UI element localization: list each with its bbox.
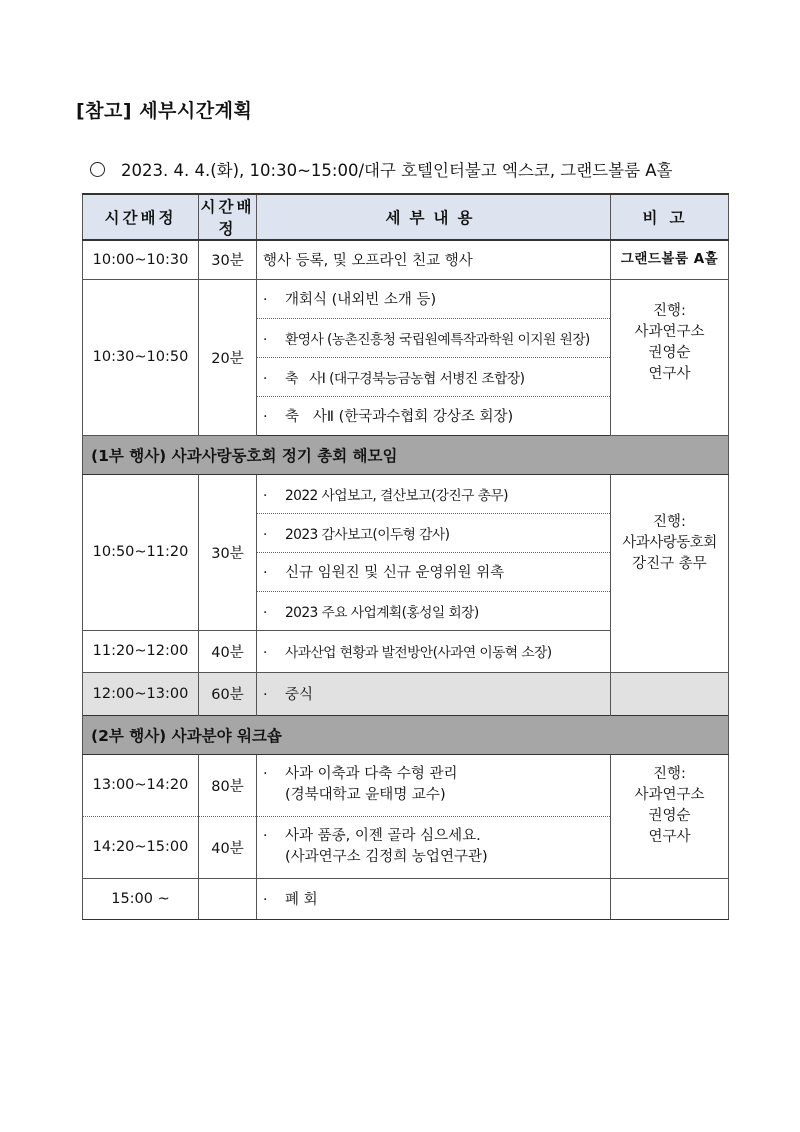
item-subtext: (경북대학교 윤태명 교수)	[285, 787, 446, 803]
content-cell	[257, 513, 611, 552]
table-row	[83, 878, 729, 919]
time-cell: 14:20~15:00	[83, 816, 199, 878]
bullet: ·	[263, 565, 268, 581]
schedule-table	[82, 193, 729, 920]
item-text: 2022 사업보고, 결산보고(강진구 총무)	[285, 487, 508, 504]
bullet: ·	[263, 766, 268, 782]
header-time: 시간배정	[83, 194, 199, 240]
note-line: 진행:	[653, 513, 686, 530]
item-text: 신규 임원진 및 신규 운영위원 위촉	[285, 565, 505, 581]
item-text: 개회식 (내외빈 소개 등)	[285, 292, 437, 308]
bullet: ·	[263, 828, 268, 844]
bullet: ·	[263, 487, 267, 504]
bullet: ·	[263, 409, 268, 425]
page-title: [참고] 세부시간계획	[76, 100, 253, 122]
section-row	[83, 715, 729, 754]
note-line: 연구사	[648, 829, 691, 845]
bullet: ·	[263, 292, 268, 308]
content-cell	[257, 878, 611, 919]
content-cell	[257, 396, 611, 435]
circle-bullet-icon	[90, 162, 105, 177]
duration-cell: 60분	[199, 672, 257, 715]
item-text: 환영사 (농촌진흥청 국립원예특작과학원 이지원 원장)	[285, 331, 590, 348]
header-duration: 시간배정	[199, 194, 257, 240]
time-cell: 10:50~11:20	[83, 474, 199, 630]
content-cell	[257, 591, 611, 630]
table-row	[83, 279, 729, 318]
time-cell: 12:00~13:00	[83, 672, 199, 715]
item-subtext: (사과연구소 김정희 농업연구관)	[285, 849, 488, 865]
content-cell	[257, 630, 611, 672]
duration-cell: 40분	[199, 630, 257, 672]
duration-cell: 80분	[199, 754, 257, 816]
duration-cell: 30분	[199, 240, 257, 279]
duration-cell: 30분	[199, 474, 257, 630]
content-cell	[257, 357, 611, 396]
content-cell	[257, 474, 611, 513]
section-row	[83, 435, 729, 474]
note-line: 진행:	[653, 303, 686, 319]
header-note: 비고	[611, 194, 729, 240]
duration-cell	[199, 878, 257, 919]
item-text: 축 사Ⅱ (한국과수협회 강상조 회장)	[285, 409, 514, 425]
bullet: ·	[263, 604, 267, 621]
content-cell	[257, 279, 611, 318]
note-line: 진행:	[653, 766, 686, 782]
time-cell: 10:30~10:50	[83, 279, 199, 435]
note-cell	[611, 754, 729, 878]
content-cell	[257, 672, 611, 715]
bullet: ·	[263, 526, 267, 543]
item-text: 사과 이축과 다축 수형 관리	[285, 766, 458, 782]
table-row	[83, 474, 729, 513]
note-cell	[611, 672, 729, 715]
table-header-row	[83, 194, 729, 240]
event-summary	[90, 157, 672, 181]
bullet: ·	[263, 687, 268, 703]
header-content: 세부내용	[257, 194, 611, 240]
duration-cell: 40분	[199, 816, 257, 878]
item-text: 2023 감사보고(이두형 감사)	[285, 526, 450, 543]
content-cell	[257, 318, 611, 357]
note-cell	[611, 279, 729, 435]
table-row	[83, 240, 729, 279]
item-text: 2023 주요 사업계획(홍성일 회장)	[285, 604, 479, 621]
note-line: 사과사랑동호회	[622, 534, 717, 551]
item-text: 폐 회	[285, 892, 318, 908]
item-text: 중식	[285, 687, 314, 703]
note-cell	[611, 474, 729, 672]
bullet: ·	[263, 645, 267, 661]
content-cell: 행사 등록, 및 오프라인 친교 행사	[257, 240, 611, 279]
content-cell	[257, 754, 611, 816]
section-title: (1부 행사) 사과사랑동호회 정기 총회 해모임	[83, 435, 729, 474]
section-title: (2부 행사) 사과분야 워크숍	[83, 715, 729, 754]
note-line: 사과연구소	[634, 324, 705, 340]
bullet: ·	[263, 331, 267, 348]
note-line: 권영순	[648, 345, 691, 361]
note-cell: 그랜드볼룸 A홀	[611, 240, 729, 279]
event-summary-text: 2023. 4. 4.(화), 10:30~15:00/대구 호텔인터불고 엑스코, 그랜드볼룸 A홀	[121, 161, 673, 180]
content-cell	[257, 552, 611, 591]
time-cell: 15:00 ~	[83, 878, 199, 919]
time-cell: 13:00~14:20	[83, 754, 199, 816]
bullet: ·	[263, 370, 267, 387]
content-cell	[257, 816, 611, 878]
bullet: ·	[263, 892, 268, 908]
note-line: 사과연구소	[634, 787, 705, 803]
table-row	[83, 754, 729, 816]
time-cell: 11:20~12:00	[83, 630, 199, 672]
table-row	[83, 672, 729, 715]
item-text: 사과산업 현황과 발전방안(사과연 이동혁 소장)	[285, 645, 552, 661]
time-cell: 10:00~10:30	[83, 240, 199, 279]
note-line: 권영순	[648, 808, 691, 824]
note-cell	[611, 878, 729, 919]
duration-cell: 20분	[199, 279, 257, 435]
note-line: 강진구 총무	[632, 555, 707, 572]
item-text: 축 사Ⅰ (대구경북능금농협 서병진 조합장)	[285, 370, 525, 387]
item-text: 사과 품종, 이젠 골라 심으세요.	[285, 828, 481, 844]
note-line: 연구사	[648, 366, 691, 382]
